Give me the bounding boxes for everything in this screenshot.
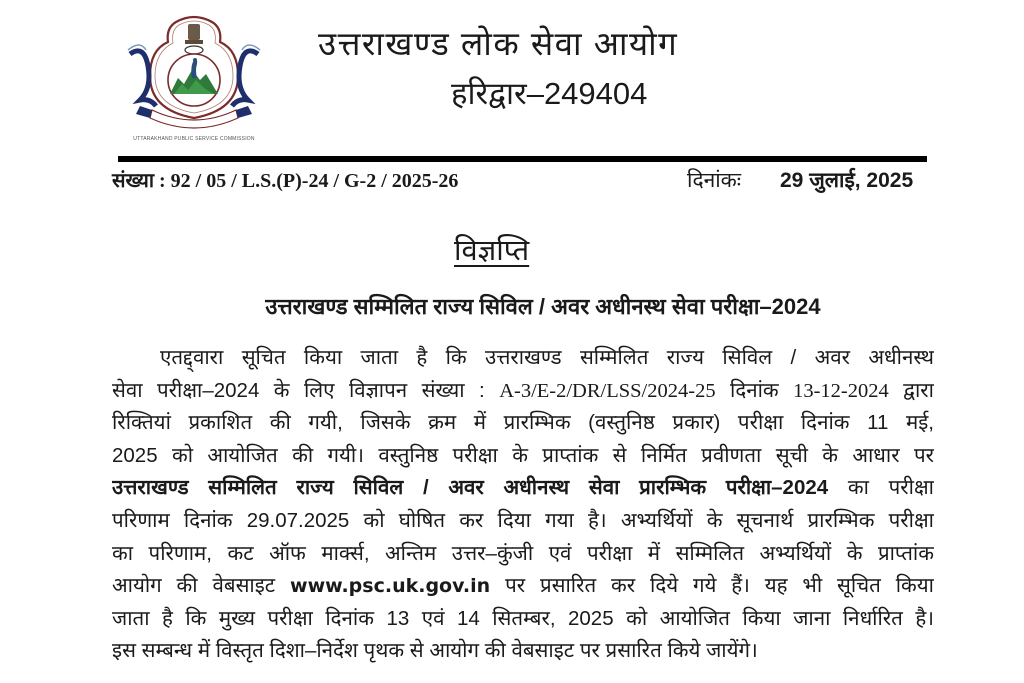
body-text: दिनांक [715,378,794,402]
organization-address: हरिद्वार–249404 [451,76,648,111]
reference-label: संख्या : [112,170,166,192]
body-line: जाता है कि मुख्य परीक्षा दिनांक 13 एवं 14 सितम्बर, 2025 को आयोजित किया जाना निर्धारित है। [112,606,934,630]
uttarakhand-psc-emblem-icon [126,14,262,136]
body-text: सेवा परीक्षा–2024 के लिए विज्ञापन संख्या : [112,378,500,402]
date-label: दिनांकः [687,169,742,192]
body-text: द्वारा [888,378,934,402]
body-line: इस सम्बन्ध में विस्तृत दिशा–निर्देश पृथक से आयोग की वेबसाइट पर प्रसारित किये जायेंगे। [112,639,758,663]
reference-value: 92 / 05 / L.S.(P)-24 / G-2 / 2025-26 [170,170,459,192]
body-line: 2025 को आयोजित की गयी। वस्तुनिष्ठ परीक्षा के प्राप्तांक से निर्मित प्रवीणता सूची के आधार पर [112,443,934,467]
body-line: रिक्तियां प्रकाशित की गयी, जिसके क्रम में प्रारम्भिक (वस्तुनिष्ठ प्रकार) परीक्षा दिनांक 11 मई, [112,411,934,435]
exam-name-bold: उत्तराखण्ड सम्मिलित राज्य सिविल / अवर अधीनस्थ सेवा प्रारम्भिक परीक्षा–2024 [112,476,829,500]
commission-logo [126,14,262,144]
body-text: आयोग की वेबसाइट [112,574,291,598]
organization-name: उत्तराखण्ड लोक सेवा आयोग [318,25,679,62]
logo-caption: UTTARAKHAND PUBLIC SERVICE COMMISSION [133,136,255,142]
advertisement-date: 13-12-2024 [793,379,889,402]
body-line [112,570,934,603]
body-line: परिणाम दिनांक 29.07.2025 को घोषित कर दिया गया है। अभ्यर्थियों के सूचनार्थ प्रारम्भिक परीक्षा [112,508,934,532]
body-text: का परीक्षा [828,476,934,500]
body-line: का परिणाम, कट ऑफ मार्क्स, अन्तिम उत्तर–कुंजी एवं परीक्षा में सम्मिलित अभ्यर्थियों के प्राप्तांक [112,541,934,565]
notice-title: विज्ञप्ति [454,235,530,267]
body-line: एतद्द्वारा सूचित किया जाता है कि उत्तराखण्ड सम्मिलित राज्य सिविल / अवर अधीनस्थ [160,346,934,369]
header-divider [118,156,927,162]
date-value: 29 जुलाई, 2025 [780,169,914,192]
website-link[interactable]: www.psc.uk.gov.in [290,575,491,598]
body-line [112,375,934,408]
body-line [112,472,934,505]
advertisement-number: A-3/E-2/DR/LSS/2024-25 [499,379,716,402]
body-text: पर प्रसारित कर दिये गये हैं। यह भी सूचित किया [490,574,934,598]
notice-subject: उत्तराखण्ड सम्मिलित राज्य सिविल / अवर अधीनस्थ सेवा परीक्षा–2024 [265,294,821,319]
notice-body [112,342,934,668]
reference-number [112,166,458,193]
